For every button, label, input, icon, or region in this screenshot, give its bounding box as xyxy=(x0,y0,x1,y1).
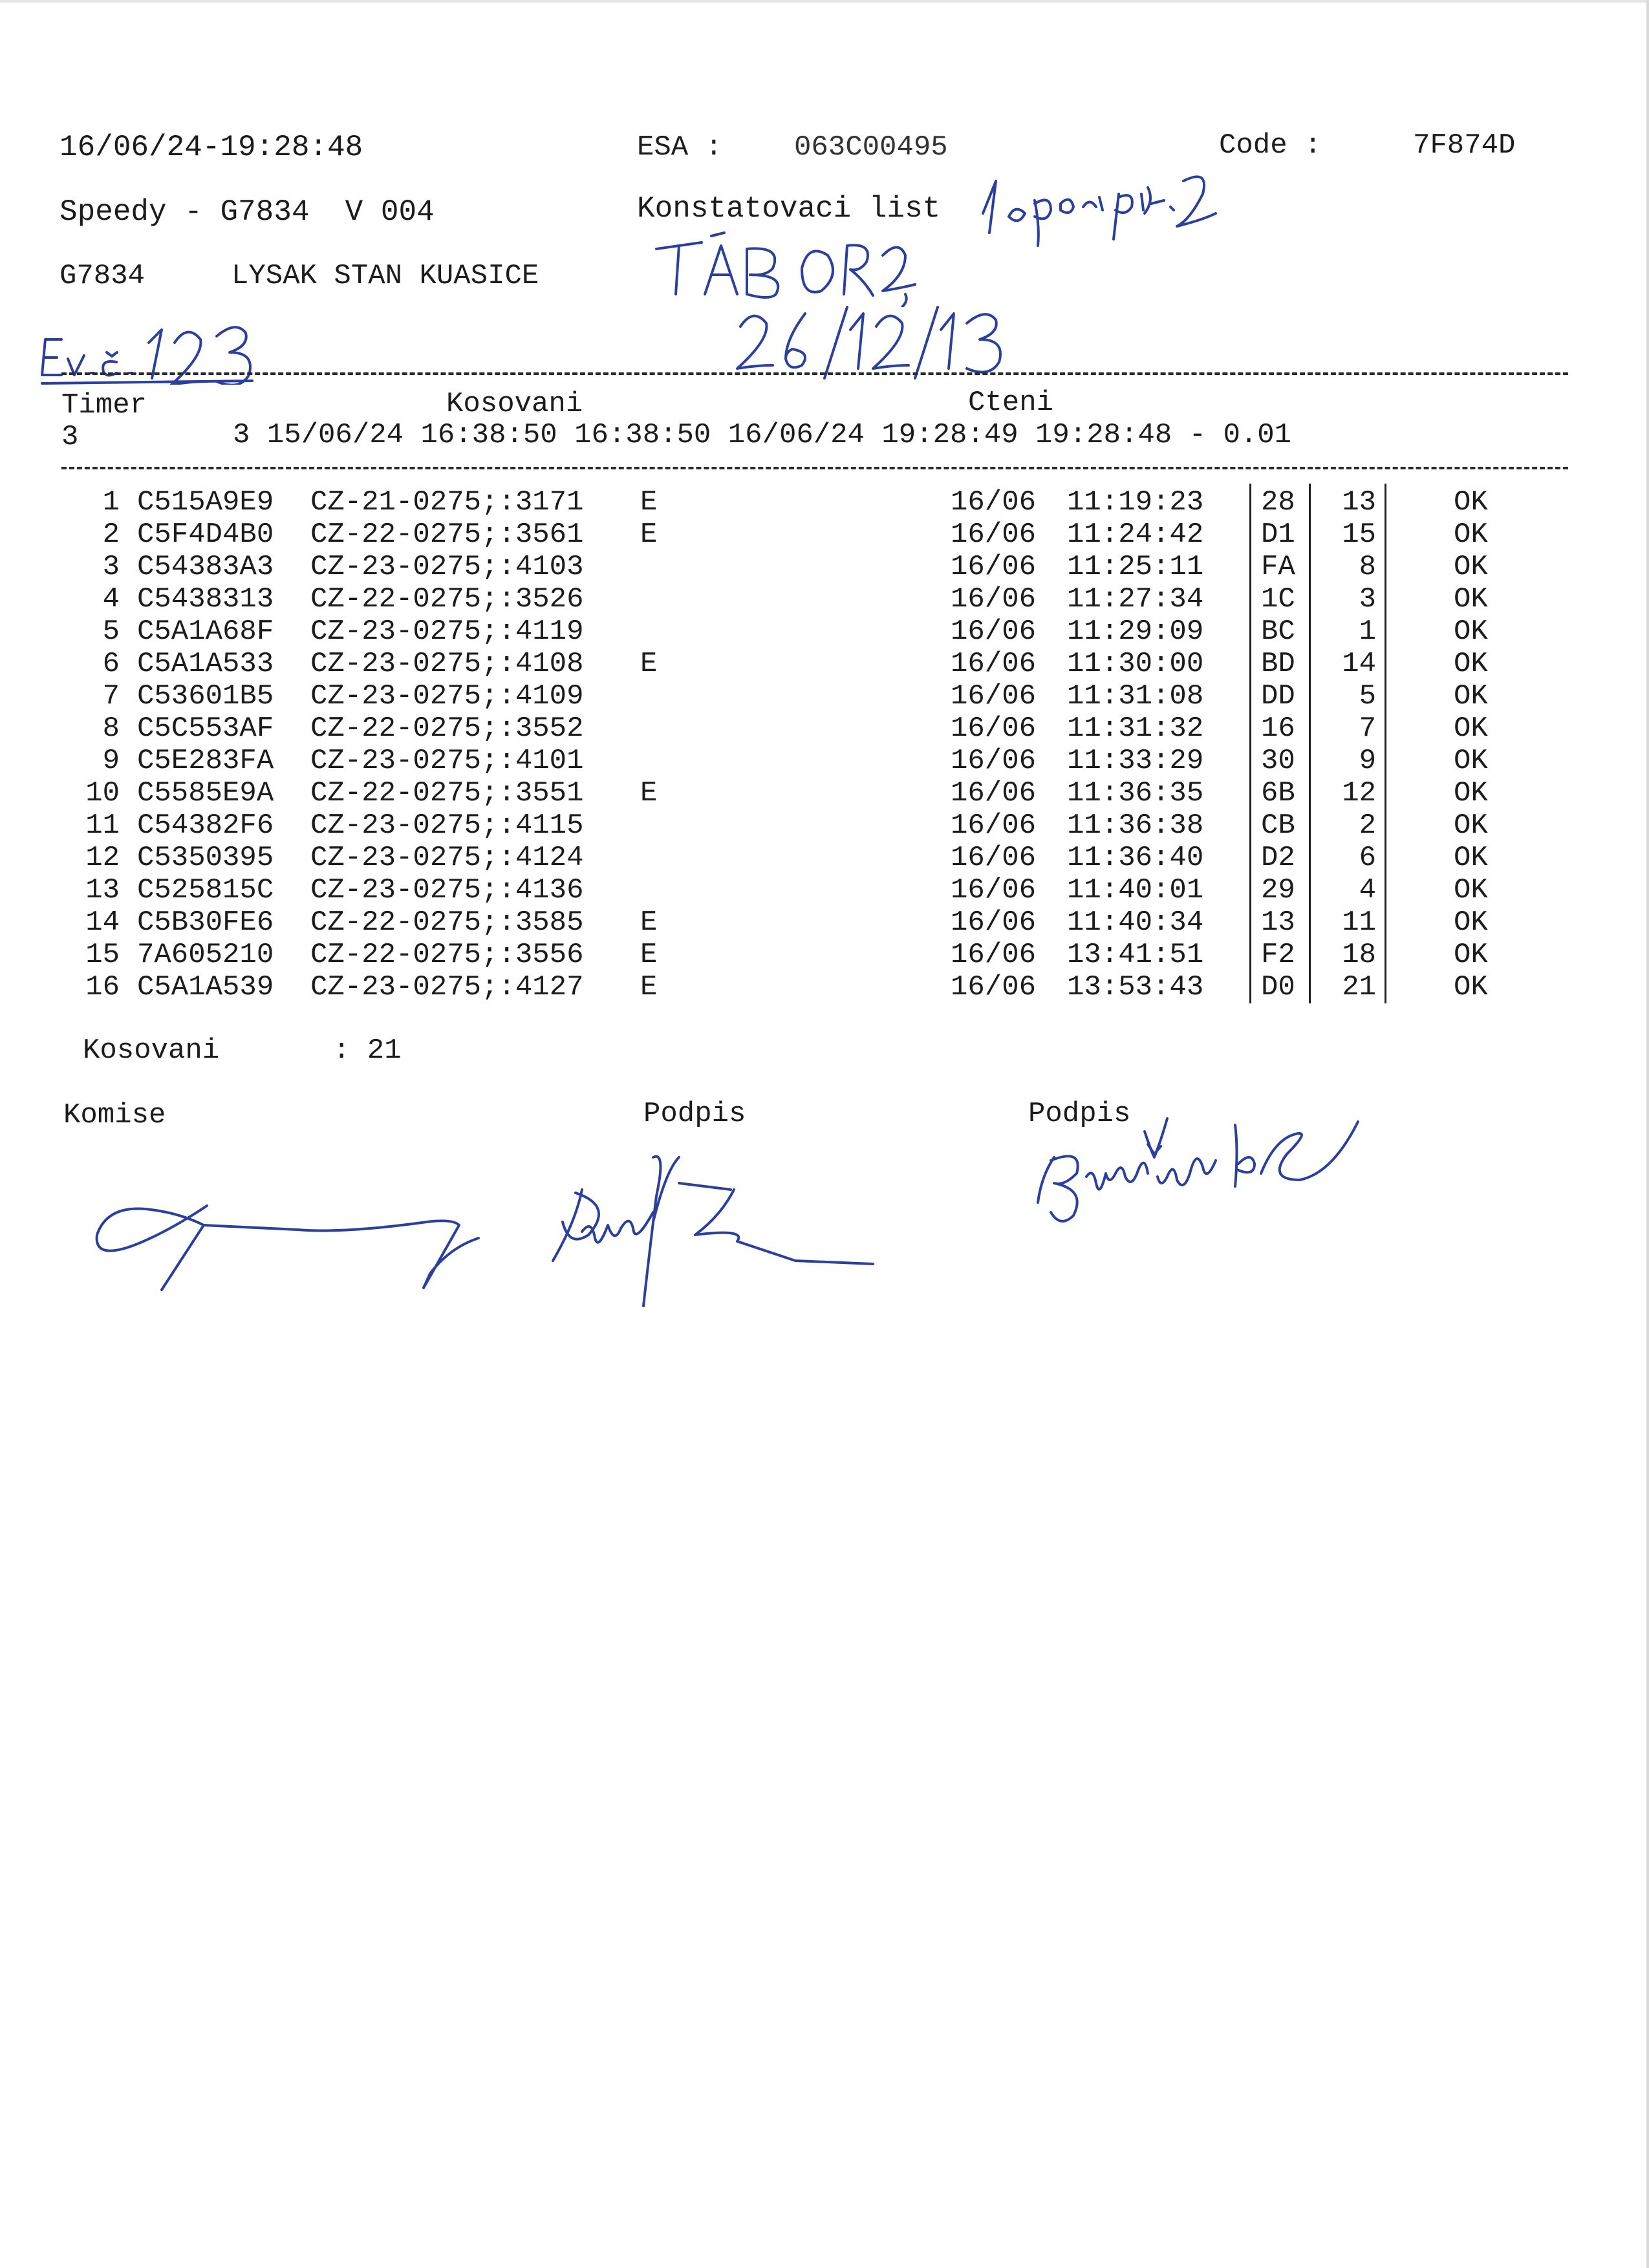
row-number: 13 xyxy=(85,874,120,906)
signature-commission xyxy=(84,1118,899,1312)
row-number: 1 xyxy=(102,486,120,519)
arrival-date: 16/06 xyxy=(951,551,1037,583)
esa-label: ESA : xyxy=(637,131,723,164)
arrival-date: 16/06 xyxy=(951,680,1037,712)
position-cell: 15 xyxy=(1342,519,1376,551)
ring-number: CZ-23-0275;:4119 xyxy=(310,615,584,648)
ring-number: CZ-23-0275;:4127 xyxy=(310,971,584,1003)
table-row xyxy=(0,519,1649,551)
row-number: 6 xyxy=(102,648,120,680)
chip-id: C5438313 xyxy=(137,583,274,615)
row-flag: E xyxy=(640,971,658,1003)
status-cell: OK xyxy=(1454,939,1488,971)
arrival-date: 16/06 xyxy=(951,971,1037,1003)
ring-number: CZ-22-0275;:3552 xyxy=(310,712,584,745)
arrival-date: 16/06 xyxy=(951,712,1037,745)
status-cell: OK xyxy=(1454,615,1488,648)
konstatovaci-list: Konstatovaci list xyxy=(637,192,941,226)
table-column-divider xyxy=(1385,484,1386,1003)
position-cell: 3 xyxy=(1359,583,1376,615)
results-table xyxy=(0,0,1649,1034)
row-number: 7 xyxy=(102,680,120,712)
row-number: 10 xyxy=(85,777,120,809)
code-cell: D2 xyxy=(1261,842,1295,874)
status-cell: OK xyxy=(1454,745,1488,777)
chip-id: C54382F6 xyxy=(137,809,274,842)
position-cell: 7 xyxy=(1359,712,1376,745)
status-cell: OK xyxy=(1454,551,1488,583)
timer-label: Timer xyxy=(61,389,147,422)
speedy-line: Speedy - G7834 V 004 xyxy=(59,195,435,229)
timer-line: 3 15/06/24 16:38:50 16:38:50 16/06/24 19:28:49 19:28:48 - 0.01 xyxy=(233,419,1292,451)
table-row xyxy=(0,712,1649,745)
table-row xyxy=(0,874,1649,906)
position-cell: 8 xyxy=(1359,551,1376,583)
code-cell: D0 xyxy=(1261,971,1295,1003)
code-cell: FA xyxy=(1261,551,1295,583)
arrival-date: 16/06 xyxy=(951,939,1037,971)
row-number: 2 xyxy=(102,519,120,551)
status-cell: OK xyxy=(1454,486,1488,519)
ring-number: CZ-23-0275;:4109 xyxy=(310,680,584,712)
row-number: 3 xyxy=(102,551,120,583)
row-number: 12 xyxy=(85,842,120,874)
chip-id: C53601B5 xyxy=(137,680,274,712)
esa-value: 063C00495 xyxy=(794,131,948,164)
row-flag: E xyxy=(640,486,658,519)
row-flag: E xyxy=(640,939,658,971)
ring-number: CZ-22-0275;:3561 xyxy=(310,519,584,551)
arrival-time: 11:33:29 xyxy=(1067,745,1204,777)
position-cell: 6 xyxy=(1359,842,1376,874)
chip-id: C5585E9A xyxy=(137,777,274,809)
status-cell: OK xyxy=(1454,648,1488,680)
ring-number: CZ-21-0275;:3171 xyxy=(310,486,584,519)
chip-id: C515A9E9 xyxy=(137,486,274,519)
kosovani-summary-value: : 21 xyxy=(333,1034,402,1067)
ring-number: CZ-23-0275;:4115 xyxy=(310,809,584,842)
code-label: Code : xyxy=(1219,129,1322,162)
arrival-time: 11:40:01 xyxy=(1067,874,1204,906)
position-cell: 5 xyxy=(1359,680,1376,712)
chip-id: C5C553AF xyxy=(137,712,274,745)
code-cell: BC xyxy=(1261,615,1295,648)
row-number: 8 xyxy=(102,712,120,745)
kosovani-label: Kosovani xyxy=(446,388,583,420)
arrival-time: 11:29:09 xyxy=(1067,615,1204,648)
arrival-date: 16/06 xyxy=(951,777,1037,809)
arrival-date: 16/06 xyxy=(951,745,1037,777)
signature-second xyxy=(1028,1106,1364,1254)
position-cell: 18 xyxy=(1342,939,1376,971)
ring-number: CZ-23-0275;:4101 xyxy=(310,745,584,777)
arrival-date: 16/06 xyxy=(951,648,1037,680)
ring-number: CZ-22-0275;:3526 xyxy=(310,583,584,615)
status-cell: OK xyxy=(1454,809,1488,842)
row-flag: E xyxy=(640,906,658,939)
timer-value: 3 xyxy=(61,421,79,453)
arrival-date: 16/06 xyxy=(951,615,1037,648)
table-row xyxy=(0,583,1649,615)
arrival-time: 11:36:38 xyxy=(1067,809,1204,842)
position-cell: 9 xyxy=(1359,745,1376,777)
podpis-label-2: Podpis xyxy=(1028,1098,1131,1130)
chip-id: C54383A3 xyxy=(137,551,274,583)
code-cell: F2 xyxy=(1261,939,1295,971)
arrival-time: 11:36:40 xyxy=(1067,842,1204,874)
status-cell: OK xyxy=(1454,712,1488,745)
arrival-date: 16/06 xyxy=(951,809,1037,842)
table-column-divider xyxy=(1309,484,1311,1003)
row-number: 5 xyxy=(102,615,120,648)
status-cell: OK xyxy=(1454,777,1488,809)
row-number: 4 xyxy=(102,583,120,615)
chip-id: C5B30FE6 xyxy=(137,906,274,939)
arrival-time: 13:41:51 xyxy=(1067,939,1204,971)
row-number: 15 xyxy=(85,939,120,971)
arrival-date: 16/06 xyxy=(951,874,1037,906)
code-cell: 6B xyxy=(1261,777,1295,809)
ring-number: CZ-23-0275;:4108 xyxy=(310,648,584,680)
table-column-divider xyxy=(1249,484,1251,1003)
chip-id: C525815C xyxy=(137,874,274,906)
member-name: LYSAK STAN KUASICE xyxy=(232,260,539,292)
cteni-label: Cteni xyxy=(968,387,1054,419)
chip-id: C5350395 xyxy=(137,842,274,874)
table-row xyxy=(0,680,1649,712)
table-row xyxy=(0,809,1649,842)
arrival-time: 11:30:00 xyxy=(1067,648,1204,680)
chip-id: C5A1A68F xyxy=(137,615,274,648)
arrival-date: 16/06 xyxy=(951,486,1037,519)
print-datetime: 16/06/24-19:28:48 xyxy=(59,131,363,164)
code-cell: DD xyxy=(1261,680,1295,712)
komise-label: Komise xyxy=(63,1099,166,1131)
row-number: 9 xyxy=(102,745,120,777)
table-row xyxy=(0,906,1649,939)
ring-number: CZ-22-0275;:3551 xyxy=(310,777,584,809)
arrival-time: 11:31:32 xyxy=(1067,712,1204,745)
position-cell: 2 xyxy=(1359,809,1376,842)
table-row xyxy=(0,615,1649,648)
status-cell: OK xyxy=(1454,971,1488,1003)
row-number: 11 xyxy=(85,809,120,842)
arrival-time: 11:27:34 xyxy=(1067,583,1204,615)
podpis-label-1: Podpis xyxy=(643,1098,746,1130)
arrival-date: 16/06 xyxy=(951,842,1037,874)
row-flag: E xyxy=(640,519,658,551)
arrival-date: 16/06 xyxy=(951,583,1037,615)
chip-id: C5E283FA xyxy=(137,745,274,777)
table-row xyxy=(0,745,1649,777)
row-number: 14 xyxy=(85,906,120,939)
code-cell: 13 xyxy=(1261,906,1295,939)
row-flag: E xyxy=(640,777,658,809)
ring-number: CZ-23-0275;:4103 xyxy=(310,551,584,583)
code-cell: 1C xyxy=(1261,583,1295,615)
code-cell: CB xyxy=(1261,809,1295,842)
status-cell: OK xyxy=(1454,906,1488,939)
status-cell: OK xyxy=(1454,874,1488,906)
arrival-time: 11:19:23 xyxy=(1067,486,1204,519)
arrival-date: 16/06 xyxy=(951,519,1037,551)
ring-number: CZ-23-0275;:4136 xyxy=(310,874,584,906)
code-cell: 28 xyxy=(1261,486,1295,519)
table-row xyxy=(0,551,1649,583)
row-flag: E xyxy=(640,648,658,680)
status-cell: OK xyxy=(1454,519,1488,551)
table-row xyxy=(0,777,1649,809)
table-row xyxy=(0,648,1649,680)
status-cell: OK xyxy=(1454,583,1488,615)
position-cell: 11 xyxy=(1342,906,1376,939)
chip-id: 7A605210 xyxy=(137,939,274,971)
table-row xyxy=(0,486,1649,519)
code-cell: D1 xyxy=(1261,519,1295,551)
status-cell: OK xyxy=(1454,680,1488,712)
position-cell: 1 xyxy=(1359,615,1376,648)
row-number: 16 xyxy=(85,971,120,1003)
code-cell: 30 xyxy=(1261,745,1295,777)
position-cell: 14 xyxy=(1342,648,1376,680)
arrival-time: 11:25:11 xyxy=(1067,551,1204,583)
member-id: G7834 xyxy=(59,260,146,292)
code-cell: BD xyxy=(1261,648,1295,680)
kosovani-summary-label: Kosovani xyxy=(83,1034,220,1067)
position-cell: 12 xyxy=(1342,777,1376,809)
ring-number: CZ-22-0275;:3585 xyxy=(310,906,584,939)
arrival-date: 16/06 xyxy=(951,906,1037,939)
arrival-time: 11:36:35 xyxy=(1067,777,1204,809)
ring-number: CZ-22-0275;:3556 xyxy=(310,939,584,971)
chip-id: C5A1A539 xyxy=(137,971,274,1003)
table-row xyxy=(0,939,1649,971)
code-value: 7F874D xyxy=(1413,129,1516,162)
arrival-time: 11:40:34 xyxy=(1067,906,1204,939)
position-cell: 4 xyxy=(1359,874,1376,906)
chip-id: C5F4D4B0 xyxy=(137,519,274,551)
arrival-time: 11:24:42 xyxy=(1067,519,1204,551)
ring-number: CZ-23-0275;:4124 xyxy=(310,842,584,874)
table-row xyxy=(0,971,1649,1003)
code-cell: 29 xyxy=(1261,874,1295,906)
chip-id: C5A1A533 xyxy=(137,648,274,680)
arrival-time: 11:31:08 xyxy=(1067,680,1204,712)
code-cell: 16 xyxy=(1261,712,1295,745)
status-cell: OK xyxy=(1454,842,1488,874)
arrival-time: 13:53:43 xyxy=(1067,971,1204,1003)
table-row xyxy=(0,842,1649,874)
position-cell: 13 xyxy=(1342,486,1376,519)
position-cell: 21 xyxy=(1342,971,1376,1003)
